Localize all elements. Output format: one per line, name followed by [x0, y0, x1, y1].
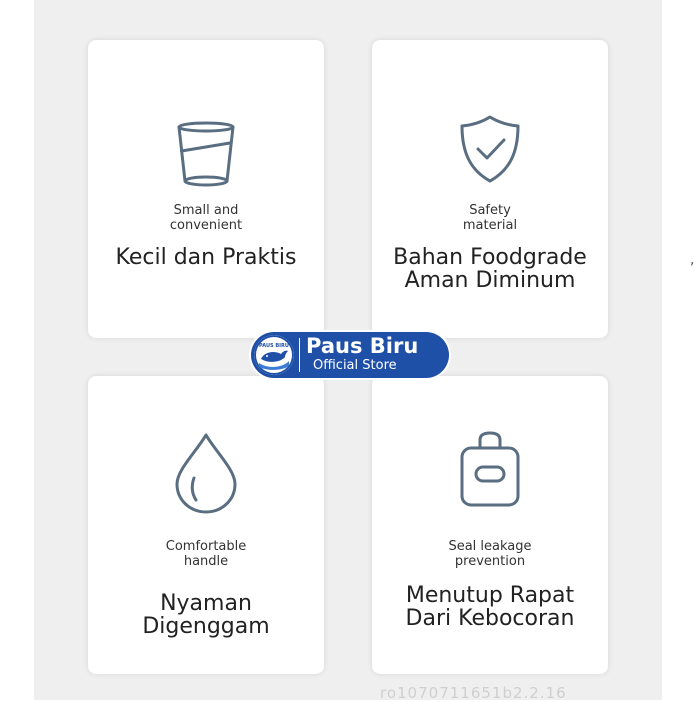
feature-title: Nyaman Digenggam	[142, 591, 270, 639]
cup-icon	[88, 120, 324, 190]
feature-subtitle: Seal leakage prevention	[448, 539, 532, 569]
logo-text: PAUS BIRU	[259, 343, 289, 349]
watermark: ro1070711651b2.2.16	[380, 684, 567, 702]
feature-subtitle: Small and convenient	[169, 203, 243, 233]
brand-subtitle: Official Store	[313, 358, 397, 373]
whale-logo-icon	[254, 335, 294, 375]
shield-check-icon	[372, 114, 608, 184]
feature-subtitle: Comfortable handle	[165, 539, 247, 569]
feature-card-seal-leakage	[372, 376, 608, 674]
feature-card-comfortable-handle	[88, 376, 324, 674]
brand-badge	[251, 332, 449, 378]
brand-name: Paus Biru	[306, 334, 419, 358]
water-drop-icon	[88, 432, 324, 516]
edge-mark: ,	[690, 252, 695, 268]
feature-card-small-convenient	[88, 40, 324, 338]
feature-subtitle: Safety material	[462, 203, 518, 233]
feature-title: Bahan Foodgrade Aman Diminum	[393, 245, 587, 293]
feature-title: Menutup Rapat Dari Kebocoran	[405, 583, 575, 631]
badge-divider	[299, 338, 300, 372]
feature-title: Kecil dan Praktis	[115, 245, 297, 270]
feature-card-safety-material	[372, 40, 608, 338]
sealed-bag-icon	[372, 430, 608, 510]
